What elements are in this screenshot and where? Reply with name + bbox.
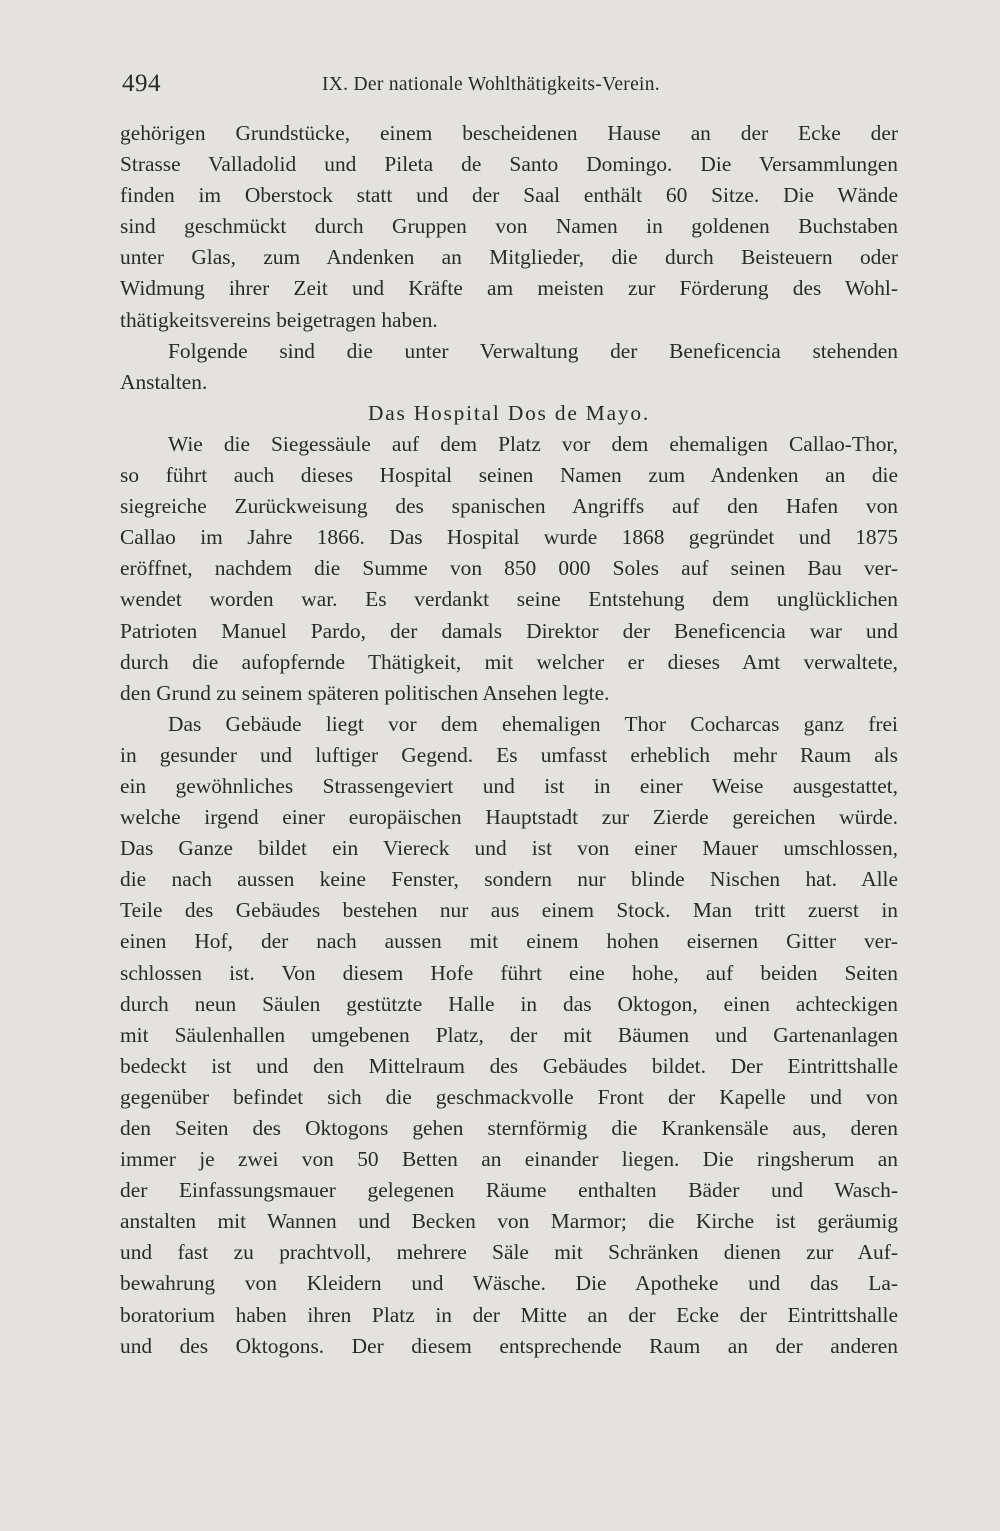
- running-title: IX. Der nationale Wohlthätigkeits-Verein.: [322, 74, 660, 95]
- text-line: und fast zu prachtvoll, mehrere Säle mit Schränken dienen zur Auf-: [120, 1240, 898, 1265]
- section-heading: Das Hospital Dos de Mayo.: [367, 400, 651, 425]
- text-line: Das Ganze bildet ein Viereck und ist von einer Mauer umschlossen,: [120, 836, 898, 861]
- text-line: Wie die Siegessäule auf dem Platz vor dem ehemaligen Callao-Thor,: [168, 431, 898, 456]
- text-line: wendet worden war. Es verdankt seine Entstehung dem unglücklichen: [120, 587, 898, 612]
- text-line: siegreiche Zurückweisung des spanischen Angriffs auf den Hafen von: [120, 494, 898, 519]
- text-line: welche irgend einer europäischen Hauptstadt zur Zierde gereichen würde.: [120, 805, 898, 830]
- body-text: [120, 118, 898, 1362]
- text-line: unter Glas, zum Andenken an Mitglieder, die durch Beisteuern oder: [120, 245, 898, 270]
- text-line: mit Säulenhallen umgebenen Platz, der mit Bäumen und Gartenanlagen: [120, 1022, 898, 1047]
- text-line: durch neun Säulen gestützte Halle in das Oktogon, einen achteckigen: [120, 991, 898, 1016]
- text-line: gegenüber befindet sich die geschmackvolle Front der Kapelle und von: [120, 1084, 898, 1109]
- text-line: den Seiten des Oktogons gehen sternförmig die Krankensäle aus, deren: [120, 1116, 898, 1140]
- text-line: eröffnet, nachdem die Summe von 850 000 Soles auf seinen Bau ver-: [120, 556, 898, 581]
- text-line: durch die aufopfernde Thätigkeit, mit welcher er dieses Amt verwaltete,: [120, 649, 898, 674]
- page-number: 494: [122, 70, 161, 97]
- text-line: in gesunder und luftiger Gegend. Es umfasst erheblich mehr Raum als: [120, 742, 898, 767]
- text-line: die nach aussen keine Fenster, sondern nur blinde Nischen hat. Alle: [120, 867, 898, 892]
- text-line: Folgende sind die unter Verwaltung der Beneficencia stehenden: [168, 338, 898, 363]
- text-line: sind geschmückt durch Gruppen von Namen in goldenen Buchstaben: [120, 214, 898, 239]
- text-line: Anstalten.: [120, 369, 208, 394]
- text-line: boratorium haben ihren Platz in der Mitte an der Ecke der Eintrittshalle: [120, 1302, 898, 1327]
- text-line: anstalten mit Wannen und Becken von Marmor; die Kirche ist geräumig: [120, 1209, 898, 1234]
- text-line: Widmung ihrer Zeit und Kräfte am meisten zur Förderung des Wohl-: [120, 276, 898, 301]
- text-line: einen Hof, der nach aussen mit einem hohen eisernen Gitter ver-: [120, 929, 898, 954]
- text-line: Callao im Jahre 1866. Das Hospital wurde 1868 gegründet und 1875: [120, 525, 898, 550]
- text-line: schlossen ist. Von diesem Hofe führt eine hohe, auf beiden Seiten: [120, 960, 898, 985]
- text-line: bedeckt ist und den Mittelraum des Gebäudes bildet. Der Eintrittshalle: [120, 1053, 898, 1078]
- text-line: Strasse Valladolid und Pileta de Santo Domingo. Die Versammlungen: [120, 152, 898, 177]
- text-line: der Einfassungsmauer gelegenen Räume enthalten Bäder und Wasch-: [120, 1178, 898, 1203]
- page-header: [122, 70, 898, 102]
- text-line: so führt auch dieses Hospital seinen Namen zum Andenken an die: [120, 463, 898, 488]
- text-line: bewahrung von Kleidern und Wäsche. Die Apotheke und das La-: [120, 1271, 898, 1296]
- text-line: und des Oktogons. Der diesem entsprechende Raum an der anderen: [120, 1333, 898, 1358]
- text-line: Patrioten Manuel Pardo, der damals Direktor der Beneficencia war und: [120, 618, 898, 643]
- text-line: Teile des Gebäudes bestehen nur aus einem Stock. Man tritt zuerst in: [120, 898, 898, 923]
- text-line: gehörigen Grundstücke, einem bescheidenen Hause an der Ecke der: [120, 121, 898, 145]
- text-line: thätigkeitsvereins beigetragen haben.: [120, 307, 438, 332]
- text-line: finden im Oberstock statt und der Saal enthält 60 Sitze. Die Wände: [120, 183, 898, 208]
- text-line: Das Gebäude liegt vor dem ehemaligen Thor Cocharcas ganz frei: [168, 711, 898, 736]
- text-line: den Grund zu seinem späteren politischen Ansehen legte.: [120, 680, 610, 705]
- text-line: immer je zwei von 50 Betten an einander liegen. Die ringsherum an: [120, 1147, 898, 1172]
- text-line: ein gewöhnliches Strassengeviert und ist in einer Weise ausgestattet,: [120, 773, 898, 798]
